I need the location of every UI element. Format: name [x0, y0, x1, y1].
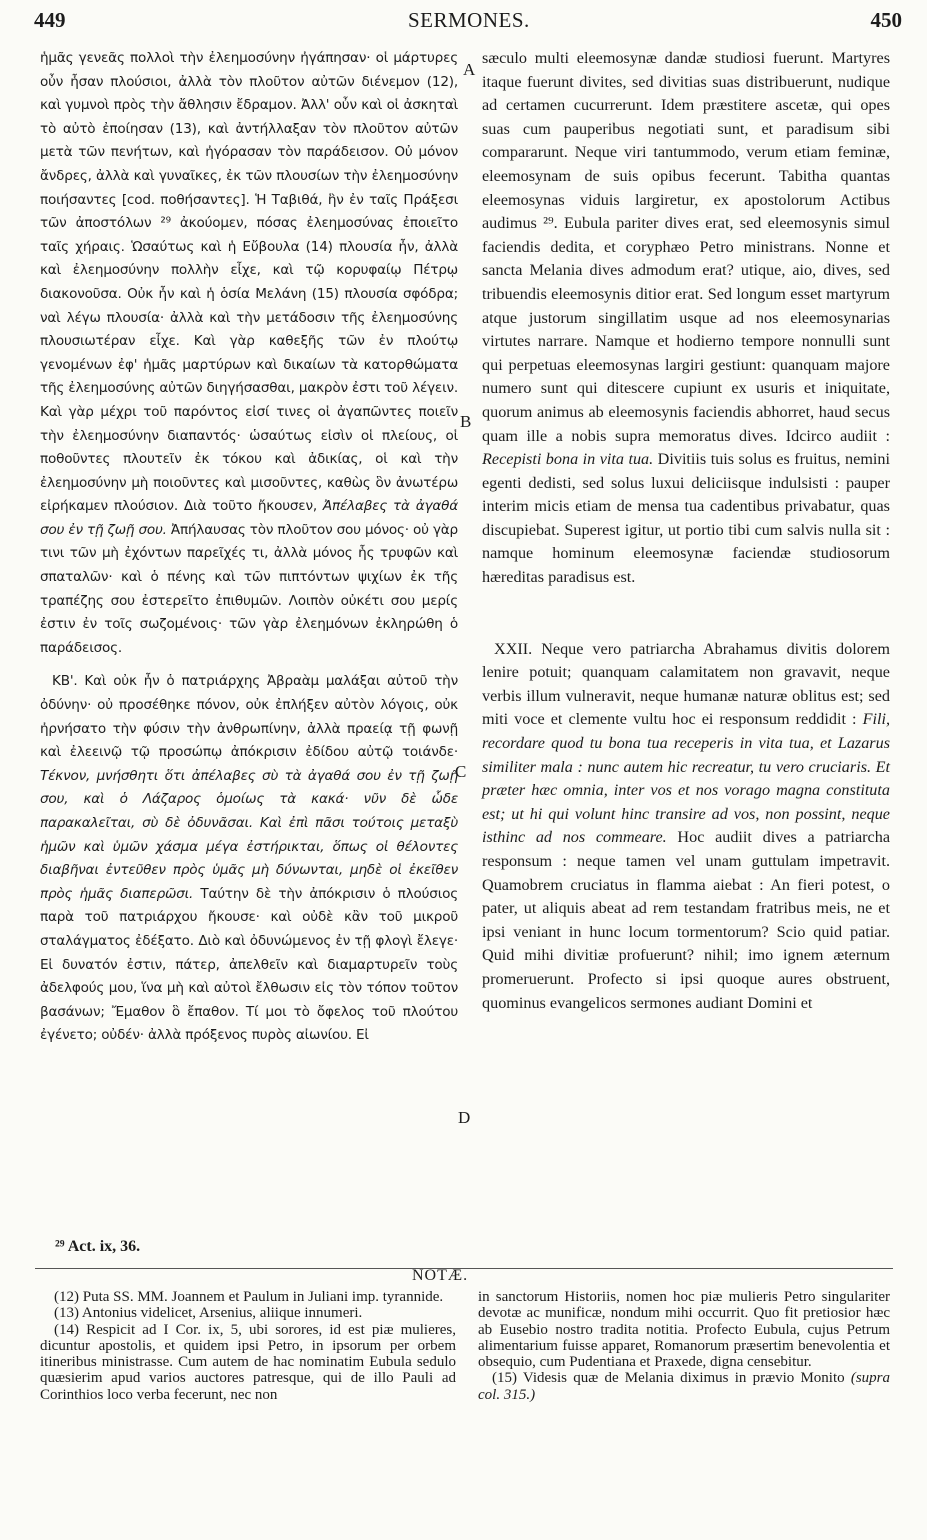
- footnote-reference: ²⁹ Act. ix, 36.: [55, 1238, 141, 1255]
- note-13: (13) Antonius videlicet, Arsenius, aliique innumeri.: [54, 1305, 363, 1322]
- note-14-continued: in sanctorum Historiis, nomen hoc piæ mulieris Petro singulariter devotæ ac munificæ, nondum mihi occurrit. Quo fit pretiosior hæc ab Eusebio nostro tradita notitia. Profecto Eubula, cujus Petrum alimentarium fuisse apparet, Romanorum præsertim benevolentia et obsequio, cum Pudentiana et Praxede, digna censebitur.: [478, 1289, 890, 1371]
- greek-paragraph-1: [40, 47, 458, 660]
- margin-letter-c: C: [455, 762, 467, 781]
- latin-quote: Recepisti bona in vita tua.: [482, 450, 654, 469]
- notes-heading: NOTÆ.: [412, 1267, 469, 1284]
- page-number-left: 449: [34, 8, 66, 32]
- note-15: [478, 1370, 890, 1403]
- greek-quote: Ἀπέλαβες τὰ ἀγαθά σου ἐν τῇ ζωῇ σου.: [40, 498, 458, 538]
- note-14: (14) Respicit ad I Cor. ix, 5, ubi sorores, id est piæ mulieres, dicuntur apostolis, et quidem ipsi Petro, in ipsorum per orbem itineribus ministrasse. Cum autem de hac nominatim Eubula sedulo quæsierim apud varios auctores patresque, qui de illo Pauli ad Corinthios loco verba fecerunt, nec non: [40, 1321, 456, 1403]
- latin-column: [482, 47, 890, 1015]
- page-number-right: 450: [870, 8, 902, 32]
- latin-paragraph-1: [482, 47, 890, 590]
- greek-text: ἡμᾶς γενεᾶς πολλοὶ τὴν ἐλεημοσύνην ἠγάπησαν· οἱ μάρτυρες οὖν ἦσαν πλούσιοι, ἀλλὰ τὸν πλοῦτον αὐτῶν διένεμον (12), καὶ γυμνοὶ πρὸς τὴν ἄθλησιν ἔδραμον. Ἀλλ' οὖν καὶ οἱ ἀσκηταὶ τὸ αὐτὸ ἐποίησαν (13), καὶ ἀντήλλαξαν τὸν πλοῦτον αὐτῶν μετὰ τῶν πενήτων, καὶ ἠγόρασαν τὸν παράδεισον. Οὐ μόνον ἄνδρες, ἀλλὰ καὶ γυναῖκες, ἐκ τῶν πλουσίων τὴν ἐλεημοσύνην ποιήσαντες [cod. ποθήσαντες]. Ἡ Ταβιθά, ἣν ἐν ταῖς Πράξεσι τῶν ἀποστόλων ²⁹ ἀκούομεν, πόσας ἐλεημοσύνας ἐποιεῖτο ταῖς χήραις. Ὡσαύτως καὶ ἡ Εὔβουλα (14) πλουσία ἦν, ἀλλὰ καὶ ἐλεημοσύνην πολλὴν εἶχε, καὶ τῷ κορυφαίῳ Πέτρῳ διακονοῦσα. Οὐκ ἦν καὶ ἡ ὁσία Μελάνη (15) πλουσία σφόδρα; ναὶ λέγω πλουσία· ἀλλὰ καὶ τὴν μετάδοσιν τῆς ἐλεημοσύνης πλουσιωτέραν εἶχε. Καὶ γὰρ καθεξῆς τῶν ἐν πλούτῳ γενομένων ἐφ' ἡμᾶς μαρτύρων καὶ δικαίων τὰ κατορθώματα τῆς ἐλεημοσύνης αὐτῶν διηγήσασθαι, μακρὸν ἐστι τοῦ λέγειν. Καὶ γὰρ μέχρι τοῦ παρόντος εἰσί τινες οἱ ἀγαπῶντες ποιεῖν τὴν ἐλεημοσύνην διαπαντός· ὡσαύτως εἰσὶν οἱ πλείους, οἱ ποθοῦντες πλουτεῖν ἐκ τόκου καὶ ἀδικίας, οἱ καὶ τὴν ἐλεημοσύνην μὴ ποιοῦντες καὶ μισοῦντες, καθὼς ὃν ἀνωτέρω εἰρήκαμεν πλούσιον. Διὰ τοῦτο ἤκουσεν,: [40, 50, 458, 515]
- running-header: [30, 8, 902, 48]
- greek-paragraph-2: [40, 670, 458, 1048]
- latin-paragraph-2: [482, 638, 890, 1016]
- greek-column: [40, 47, 458, 1048]
- greek-quote: Τέκνον, μνήσθητι ὅτι ἀπέλαβες σὺ τὰ ἀγαθά σου ἐν τῇ ζωῇ σου, καὶ ὁ Λάζαρος ὁμοίως τὰ κακά· νῦν δὲ ὧδε παρακαλεῖται, σὺ δὲ ὀδυνᾶσαι. Καὶ ἐπὶ πᾶσι τούτοις μεταξὺ ἡμῶν καὶ ὑμῶν χάσμα μέγα ἐστήρικται, ὅπως οἱ θέλοντες διαβῆναι ἐντεῦθεν πρὸς ὑμᾶς μὴ δύνωνται, μηδὲ οἱ ἐκεῖθεν πρὸς ἡμᾶς διαπερῶσι.: [40, 767, 458, 902]
- note-12: (12) Puta SS. MM. Joannem et Paulum in Juliani imp. tyrannide.: [54, 1289, 444, 1305]
- greek-text: Ταύτην δὲ τὴν ἀπόκρισιν ὁ πλούσιος παρὰ τοῦ πατριάρχου ἤκουσε· καὶ οὐδὲ κἂν τοῦ μικροῦ σταλάγματος ἐδέξατο. Διὸ καὶ ὀδυνώμενος ἐν τῇ φλογὶ ἔλεγε· Εἰ δυνατόν ἐστιν, πάτερ, ἀπελθεῖν καὶ διαμαρτυρεῖν τοὺς ἀδελφούς μου, ἵνα μὴ καὶ αὐτοὶ ἔλθωσιν εἰς τὸν τόπον τοῦτον βασάνων; Ἔμαθον ὃ ἔπαθον. Τί μοι τὸ ὄφελος τοῦ πλούτου ἐγένετο; οὐδέν· ἀλλὰ πρόξενος πυρὸς αἰωνίου. Εἰ: [40, 885, 459, 1044]
- latin-quote: Fili, recordare quod tu bona tua receperis in vita tua, et Lazarus similiter mala : nunc autem hic recreatur, tu vero cruciaris. Et præter hæc omnia, inter vos et nos vorago magna constituta est; ut hi qui volunt hinc transire ad vos, non possint, neque isthinc ad nos commeare.: [482, 710, 891, 847]
- running-title: SERMONES.: [408, 8, 530, 32]
- margin-letter-b: B: [460, 412, 472, 431]
- margin-letter-a: A: [463, 60, 476, 79]
- greek-text: ΚΒ'. Καὶ οὐκ ἦν ὁ πατριάρχης Ἀβραὰμ μαλάξαι αὐτοῦ τὴν ὀδύνην· οὐ προσέθηκε πόνον, οὐκ ἐπλήξεν αὐτὸν λόγοις, οὐκ ἠρνήσατο τὴν φύσιν τὴν ἀνθρωπίνην, ἀλλὰ πραείᾳ τῇ φωνῇ καὶ ἐλεεινῷ τῷ προσώπῳ ἀπόκρισιν ἐδίδου αὐτῷ τοιάνδε·: [40, 673, 458, 761]
- notes-right-column: [478, 1289, 890, 1403]
- margin-letter-d: D: [458, 1108, 471, 1127]
- latin-text: XXII. Neque vero patriarcha Abrahamus divitis dolorem lenire potuit; quanquam calamitatem non gravavit, neque verbis illum vulneravit, neque humanæ naturæ oblitus est; sed miti voce et clemente vultu hoc ei responsum reddidit :: [482, 639, 890, 729]
- greek-text: Ἀπήλαυσας τὸν πλοῦτον σου μόνος· οὐ γὰρ τινι τῶν μὴ ἐχόντων παρεῖχές τι, ἀλλὰ μόνος ἧς τρυφῶν καὶ σπαταλῶν· καὶ ὁ πένης καὶ τῶν πιπτόντων ψιχίων ἐκ τῆς τραπέζης σου ἐστερεῖτο ἐπιθυμῶν. Λοιπὸν οὐκέτι σου μερίς ἐστιν ἐν τοῖς σωζομένοις· τῶν γὰρ ἐλεημόνων ἐκληρώθη ὁ παράδεισος.: [40, 521, 458, 656]
- latin-text: sæculo multi eleemosynæ dandæ studiosi fuerunt. Martyres itaque fuerunt divites, sed divitias suas distribuerunt, nudique ad certamen cucurrerunt. Idem præstitere ascetæ, qui opes suas cum pauperibus negotiati sunt, et paradisum sibi compararunt. Neque viri tantummodo, verum etiam feminæ, eleemosynam de suis opibus fecerunt. Tabitha quantas eleemosynas viduis largiretur, ex apostolorum Actibus audimus ²⁹. Eubula pariter dives erat, sed eleemosynis simul faciendis dedita, et coryphæo Petro ministrans. Nonne et sancta Melania dives admodum erat? utique, aio, dives, sed tribuendis eleemosynis ditior erat. Sed longum esset martyrum atque justorum singillatim usque ad nos eleemosynarias virtutes narrare. Namque et hodierno tempore nonnulli sunt qui perpetuas eleemosynas largiri gestiunt: quanquam majore numero sunt qui ditescere cupiunt ex usuris et iniquitate, quorum animus ab eleemosynis faciendis abhorret, haud secus quam ille a nobis supra memoratus dives. Idcirco audiit :: [482, 49, 890, 445]
- latin-text: Hoc audiit dives a patriarcha responsum : neque tamen vel unam guttulam impetravit. Quamobrem cruciatus in flamma aiebat : An fieri potest, o pater, ut aliquis abeat ad rem testandam fratribus meis, ne et ipsi veniant in hunc locum tormentorum? Scio quid patiar. Quid mihi divitiæ profuerunt? nihil; imo ignem æternum promeruerunt. Profecto si ipsi quoque aures obstruent, quominus evangelicos sermones audiant Domini et: [482, 828, 891, 1012]
- latin-text: Divitiis tuis solus es fruitus, nemini egenti dedisti, sed solus luxui deliciisque indulsisti : pauper interim micis etiam de mensa tua cadentibus privabatur, quas discupiebat. Superest igitur, ut portio tibi cum salvis nulla sit : namque hominum eleemosynæ faciendæ studiosorum hæreditas paradisus est.: [482, 450, 890, 587]
- note-15-ref: (supra col. 315.): [478, 1370, 891, 1403]
- note-15-text: (15) Videsis quæ de Melania diximus in prævio Monito: [492, 1370, 845, 1387]
- notes-left-column: [40, 1289, 456, 1403]
